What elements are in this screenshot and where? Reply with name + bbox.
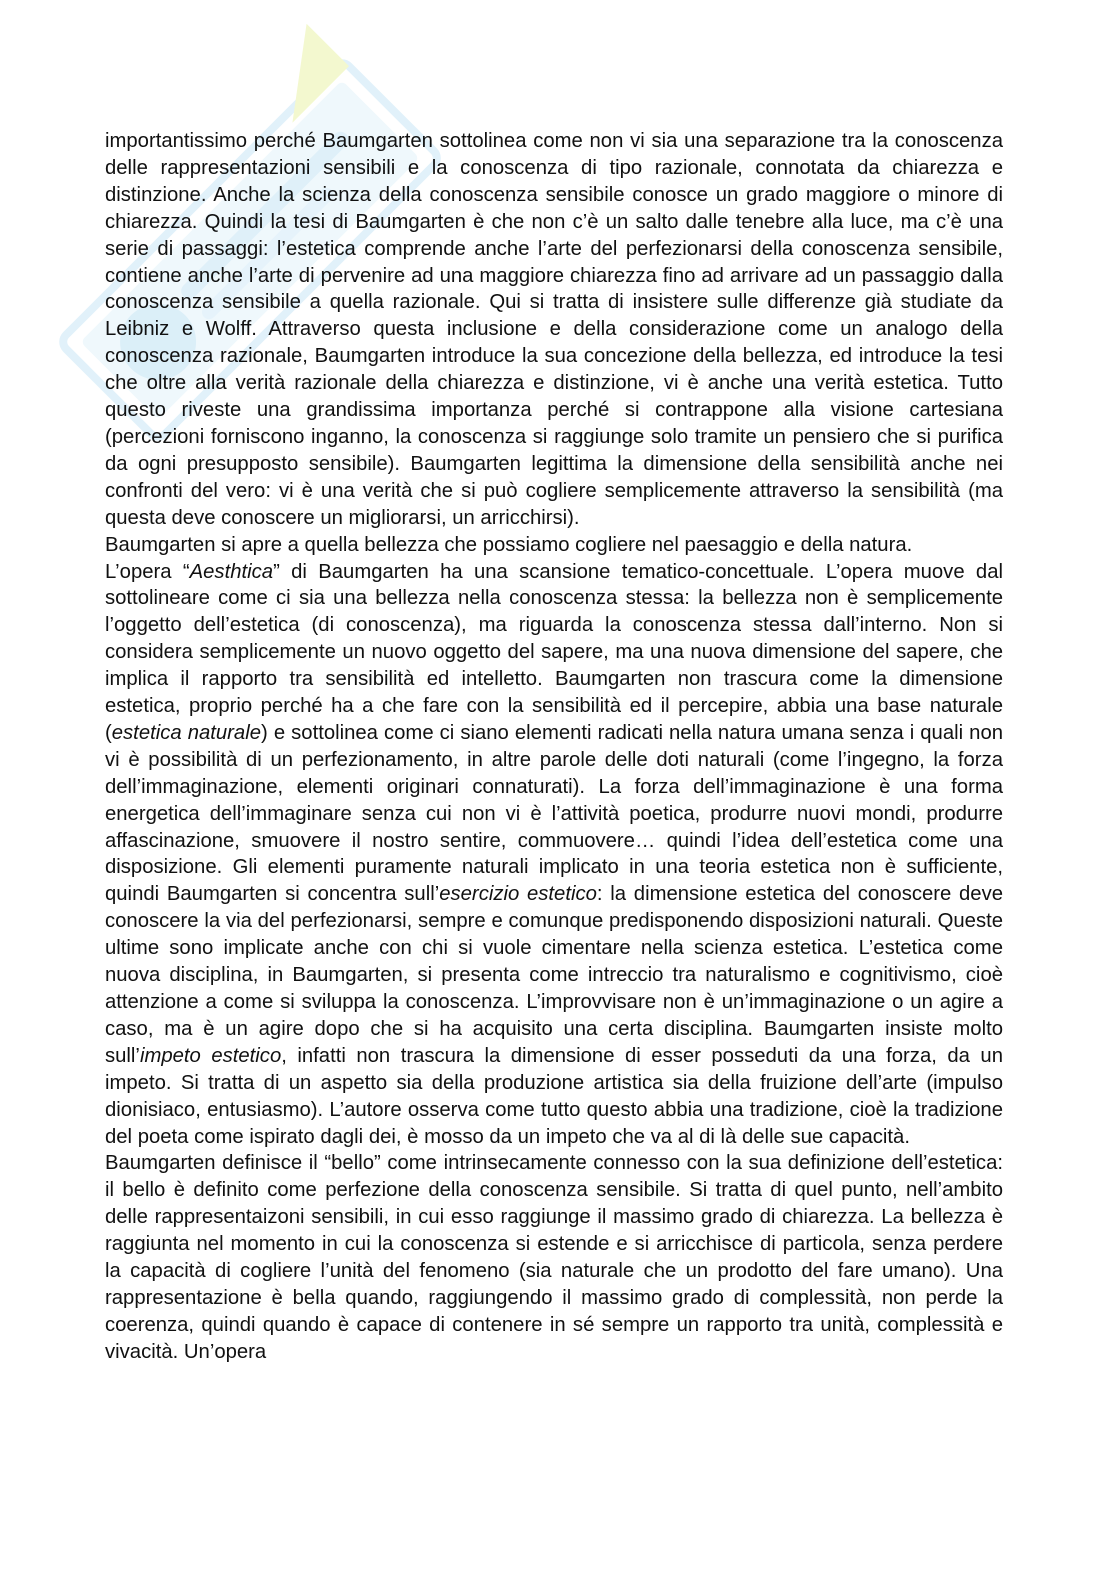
text-run: Baumgarten definisce il “bello” come intrinsecamente connesso con la sua definizione dell’estetica: il bello è definito come perfezione della conoscenza sensibile. Si tratta di quel punto, nell’ambito delle rappresentaizoni sensibili, in cui esso raggiunge il massimo grado di chiarezza. La bellezza è raggiunta nel momento in cui la conoscenza si estende e si arricchisce di particola, senza perdere la capacità di cogliere l’unità del fenomeno (sia naturale che un prodotto del fare umano). Una rappresentazione è bella quando, raggiungendo il massimo grado di complessità, non perde la coerenza, quindi quando è capace di contenere in sé sempre un rapporto tra unità, complessità e vivacità. Un’opera bbox=[105, 1152, 1003, 1363]
text-run: , infatti non trascura la dimensione di esser posseduti da una forza, da un impeto. Si tratta di un aspetto sia della produzione artistica sia della fruizione dell’arte (impulso dionisiaco, entusiasmo). L’autore osserva come tutto questo abbia una tradizione, cioè la tradizione del poeta come ispirato dagli dei, è mosso da un impeto che va al di là delle sue capacità. bbox=[105, 1044, 1003, 1148]
text-run: Baumgarten si apre a quella bellezza che possiamo cogliere nel paesaggio e della natura. bbox=[105, 533, 913, 556]
text-run: ) e sottolinea come ci siano elementi radicati nella natura umana senza i quali non vi è possibilità di un perfezionamento, in altre parole delle doti naturali (come l’ingegno, la forza dell’immaginazione, elementi originari connaturati). La forza dell’immaginazione è una forma energetica dell’immaginare senza cui non vi è l’attività poetica, produrre nuovi mondi, produrre affascinazione, smuovere il nostro sentire, commuovere… quindi l’idea dell’estetica come una disposizione. Gli elementi puramente naturali implicato in una teoria estetica non è sufficiente, quindi Baumgarten si concentra sull’ bbox=[105, 721, 1004, 906]
italic-term: esercizio estetico bbox=[439, 883, 597, 906]
text-run: L’opera “ bbox=[105, 560, 190, 583]
paragraph bbox=[105, 1150, 1003, 1365]
text-run: importantissimo perché Baumgarten sottolinea come non vi sia una separazione tra la conoscenza delle rappresentazioni sensibili e la conoscenza di tipo razionale, connotata da chiarezza e distinzione. Anche la scienza della conoscenza sensibile conosce un grado maggiore o minore di chiarezza. Quindi la tesi di Baumgarten è che non c’è un salto dalle tenebre alla luce, ma c’è una serie di passaggi: l’estetica comprende anche l’arte del perfezionarsi della conoscenza sensibile, contiene anche l’arte di pervenire ad una maggiore chiarezza fino ad arrivare ad un passaggio dalla conoscenza sensibile a quella razionale. Qui si tratta di insistere sulle differenze già studiate da Leibniz e Wolff. Attraverso questa inclusione e della considerazione come un analogo della conoscenza razionale, Baumgarten introduce la sua concezione della bellezza, ed introduce la tesi che oltre alla verità razionale della chiarezza e distinzione, vi è anche una verità estetica. Tutto questo riveste una grandissima importanza perché si contrappone alla visione cartesiana (percezioni forniscono inganno, la conoscenza si raggiunge solo tramite un pensiero che si purifica da ogni presupposto sensibile). Baumgarten legittima la dimensione della sensibilità anche nei confronti del vero: vi è una verità che si può cogliere semplicemente attraverso la sensibilità (ma questa deve conoscere un migliorarsi, un arricchirsi). bbox=[105, 130, 1003, 529]
italic-term: Aesthtica bbox=[189, 560, 274, 583]
paragraph bbox=[105, 559, 1003, 1151]
italic-term: estetica naturale bbox=[111, 721, 262, 744]
paragraph bbox=[105, 128, 1003, 532]
text-run: : la dimensione estetica del conoscere deve conoscere la via del perfezionarsi, sempre e comunque predisponendo disposizioni naturali. Queste ultime sono implicate anche con chi si vuole cimentare nella scienza estetica. L’estetica come nuova disciplina, in Baumgarten, si presenta come intreccio tra naturalismo e cognitivismo, cioè attenzione a come si sviluppa la conoscenza. L’improvvisare non è un’immaginazione o un agire a caso, ma è un agire dopo che si ha acquisito una certa disciplina. Baumgarten insiste molto sull’ bbox=[105, 883, 1004, 1067]
paragraph bbox=[105, 532, 1003, 559]
italic-term: impeto estetico bbox=[139, 1044, 282, 1067]
document-body bbox=[105, 128, 1003, 1366]
text-run: ” di Baumgarten ha una scansione tematico-concettuale. L’opera muove dal sottolineare come ci sia una bellezza nella conoscenza stessa: la bellezza non è semplicemente l’oggetto dell’estetica (di conoscenza), ma riguarda la conoscenza stessa dall’interno. Non si considera semplicemente un nuovo oggetto del sapere, ma una nuova dimensione del sapere, che implica il rapporto tra sensibilità ed intelletto. Baumgarten non trascura come la dimensione estetica, proprio perché ha a che fare con la sensibilità ed il percepire, abbia una base naturale ( bbox=[105, 560, 1003, 744]
